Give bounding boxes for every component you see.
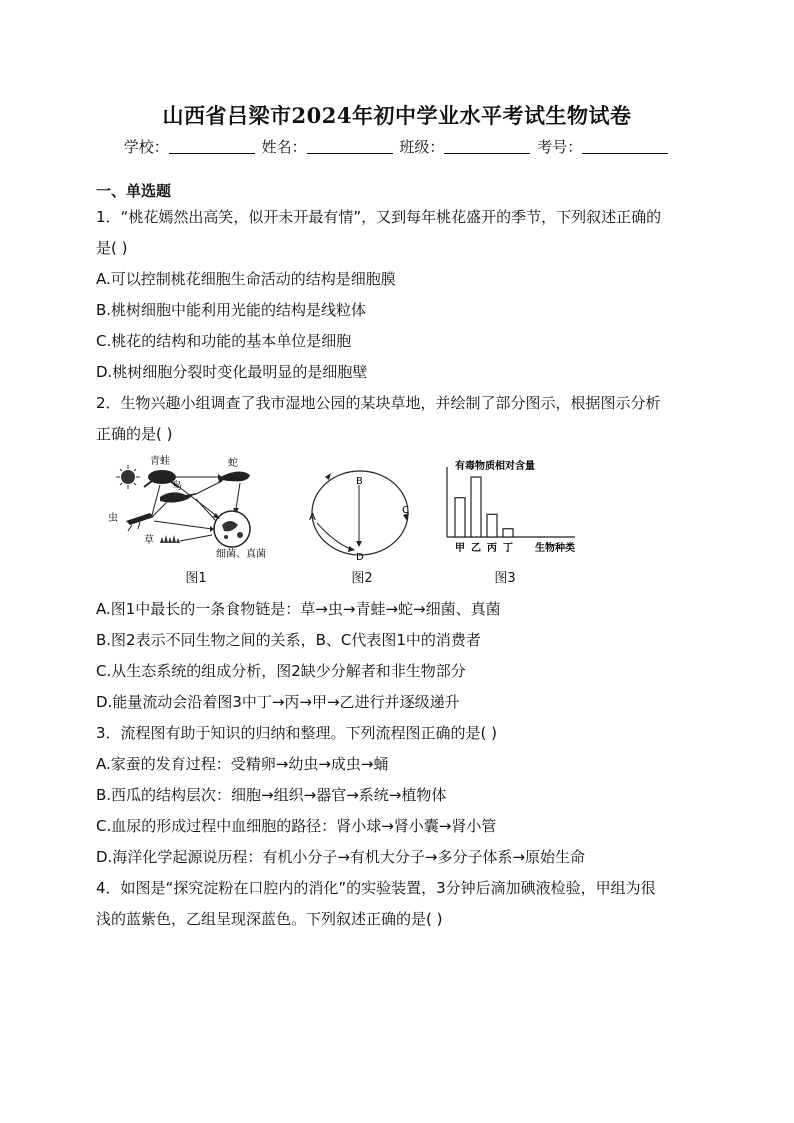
- fig3-xlabel: 生物种类: [535, 543, 575, 554]
- fig3-ylabel: 有毒物质相对含量: [455, 461, 535, 472]
- decomposer-icon: [214, 511, 250, 547]
- q2-figures: [100, 455, 620, 585]
- node-b: B: [356, 476, 363, 487]
- section-title: 一、单选题: [96, 182, 172, 200]
- sun-icon: [116, 465, 140, 489]
- frog-label: 青蛙: [150, 456, 170, 467]
- figure-2-caption: 图2: [351, 571, 373, 586]
- q3-stem: 3．流程图有助于知识的归纳和整理。下列流程图正确的是( ): [96, 724, 498, 742]
- q1-stem-line2: 是( ): [96, 239, 128, 257]
- number-blank[interactable]: [582, 139, 668, 154]
- name-blank[interactable]: [307, 139, 393, 154]
- q3-option-d: D.海洋化学起源说历程：有机小分子→有机大分子→多分子体系→原始生命: [96, 848, 586, 866]
- school-label: 学校：: [123, 138, 169, 156]
- q2-option-c: C.从生态系统的组成分析，图2缺少分解者和非生物部分: [96, 662, 466, 680]
- food-web-arrows: [152, 477, 240, 541]
- q4-stem-line2: 浅的蓝紫色，乙组呈现深蓝色。下列叙述正确的是( ): [96, 910, 443, 928]
- q2-stem-line1: 2．生物兴趣小组调查了我市湿地公园的某块草地，并绘制了部分图示，根据图示分析: [96, 394, 661, 412]
- figure-3-caption: 图3: [494, 571, 516, 586]
- snake-label: 蛇: [228, 458, 238, 469]
- fig3-category-label-3: 丁: [503, 543, 513, 554]
- q1-option-c: C.桃花的结构和功能的基本单位是细胞: [96, 332, 352, 350]
- node-a: A: [309, 512, 316, 523]
- insect-label: 虫: [108, 513, 118, 524]
- q2-option-b: B.图2表示不同生物之间的关系，B、C代表图1中的消费者: [96, 631, 481, 649]
- q2-option-a: A.图1中最长的一条食物链是：草→虫→青蛙→蛇→细菌、真菌: [96, 600, 501, 618]
- figure-2-cycle: [305, 463, 415, 563]
- fig3-category-label-2: 丙: [487, 543, 497, 554]
- fig3-bar-1: [471, 477, 481, 537]
- q2-option-d: D.能量流动会沿着图3中丁→丙→甲→乙进行并逐级递升: [96, 693, 460, 711]
- q4-stem-line1: 4．如图是“探究淀粉在口腔内的消化”的实验装置，3分钟后滴加碘液检验，甲组为很: [96, 879, 656, 897]
- q1-option-b: B.桃树细胞中能利用光能的结构是线粒体: [96, 301, 367, 319]
- student-info-row: [0, 136, 794, 157]
- q1-stem-line1: 1．“桃花嫣然出高笑，似开未开最有情”，又到每年桃花盛开的季节，下列叙述正确的: [96, 208, 662, 226]
- grass-label: 草: [144, 535, 154, 546]
- fig3-category-label-0: 甲: [455, 543, 465, 554]
- grass-icon: [160, 535, 180, 543]
- node-d: D: [356, 552, 364, 563]
- number-label: 考号：: [537, 138, 583, 156]
- q2-stem-line2: 正确的是( ): [96, 425, 173, 443]
- node-c: C: [402, 505, 409, 516]
- fig3-bar-3: [503, 529, 513, 537]
- q3-option-b: B.西瓜的结构层次：细胞→组织→器官→系统→植物体: [96, 786, 447, 804]
- insect-icon: [126, 513, 154, 531]
- class-label: 班级：: [399, 138, 445, 156]
- bird-icon: [160, 492, 196, 502]
- class-blank[interactable]: [444, 139, 530, 154]
- bird-label: 鸟: [172, 481, 182, 492]
- fig3-bar-2: [487, 514, 497, 537]
- figure-3-bar-chart: [435, 455, 615, 560]
- q1-option-a: A.可以控制桃花细胞生命活动的结构是细胞膜: [96, 270, 396, 288]
- q3-option-a: A.家蚕的发育过程：受精卵→幼虫→成虫→蛹: [96, 755, 389, 773]
- figure-1-caption: 图1: [185, 571, 207, 586]
- fig3-bar-0: [455, 498, 465, 537]
- snake-icon: [220, 471, 250, 481]
- q3-option-c: C.血尿的形成过程中血细胞的路径：肾小球→肾小囊→肾小管: [96, 817, 497, 835]
- figure-1-food-web: [100, 455, 300, 565]
- fig3-category-label-1: 乙: [471, 543, 481, 554]
- exam-title: 山西省吕梁市2024年初中学业水平考试生物试卷: [162, 103, 632, 128]
- decomposer-label: 细菌、真菌: [216, 549, 266, 560]
- q1-option-d: D.桃树细胞分裂时变化最明显的是细胞壁: [96, 363, 368, 381]
- name-label: 姓名：: [261, 138, 307, 156]
- school-blank[interactable]: [169, 139, 255, 154]
